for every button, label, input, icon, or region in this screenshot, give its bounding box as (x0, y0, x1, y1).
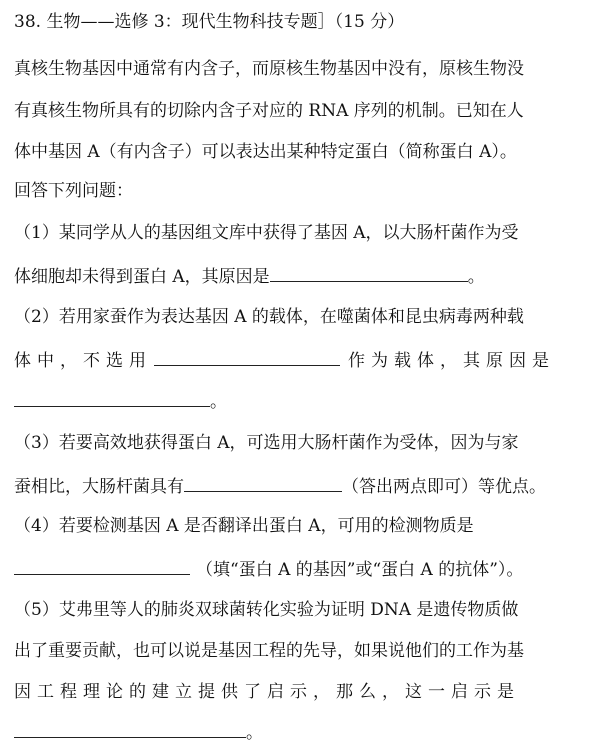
q1-line-1: （1）某同学从人的基因组文库中获得了基因 A，以大肠杆菌作为受 (14, 223, 519, 243)
q2-line-2 (14, 348, 594, 372)
q2-line3-suffix: 。 (210, 392, 227, 412)
intro-line-2: 有真核生物所具有的切除内含子对应的 RNA 序列的机制。已知在人 (14, 101, 524, 121)
q2-suffix: 作为载体，其原因是 (348, 351, 555, 371)
q2-line-1: （2）若用家蚕作为表达基因 A 的载体，在噬菌体和昆虫病毒两种载 (14, 307, 524, 327)
q3-line-2 (14, 474, 594, 498)
q5-suffix: 。 (246, 723, 263, 743)
q3-prefix: 蚕相比，大肠杆菌具有 (14, 477, 184, 497)
q5-line-4 (14, 720, 594, 744)
q4-line-1: （4）若要检测基因 A 是否翻译出蛋白 A，可用的检测物质是 (14, 516, 474, 536)
q3-advantages-blank[interactable] (184, 474, 342, 492)
intro-line-1: 真核生物基因中通常有内含子，而原核生物基因中没有，原核生物没 (14, 59, 524, 79)
q2-line-3 (14, 389, 594, 413)
q2-prefix: 体中，不选用 (14, 351, 152, 371)
q1-prefix: 体细胞却未得到蛋白 A，其原因是 (14, 267, 270, 287)
q4-line-2 (14, 557, 594, 581)
intro-line-3: 体中基因 A（有内含子）可以表达出某种特定蛋白（简称蛋白 A）。 (14, 142, 517, 162)
q5-line-2: 出了重要贡献，也可以说是基因工程的先导，如果说他们的工作为基 (14, 641, 524, 661)
q5-line-1: （5）艾弗里等人的肺炎双球菌转化实验为证明 DNA 是遗传物质做 (14, 600, 519, 620)
q3-suffix: （答出两点即可）等优点。 (342, 477, 546, 497)
intro-line-4: 回答下列问题： (14, 181, 133, 201)
question-header: 38. 生物——选修 3：现代生物科技专题］（15 分） (14, 12, 405, 32)
q5-line-3: 因工程理论的建立提供了启示，那么，这一启示是 (14, 682, 520, 702)
q2-reason-blank[interactable] (14, 389, 210, 407)
q1-line-2 (14, 264, 594, 288)
q1-suffix: 。 (467, 267, 485, 287)
q5-inspiration-blank[interactable] (14, 720, 246, 738)
q4-substance-blank[interactable] (14, 557, 190, 575)
q1-answer-blank[interactable] (270, 264, 468, 282)
q3-line-1: （3）若要高效地获得蛋白 A，可选用大肠杆菌作为受体，因为与家 (14, 433, 519, 453)
q4-suffix: （填“蛋白 A 的基因”或“蛋白 A 的抗体”）。 (196, 560, 524, 580)
q2-vector-blank[interactable] (154, 348, 340, 366)
